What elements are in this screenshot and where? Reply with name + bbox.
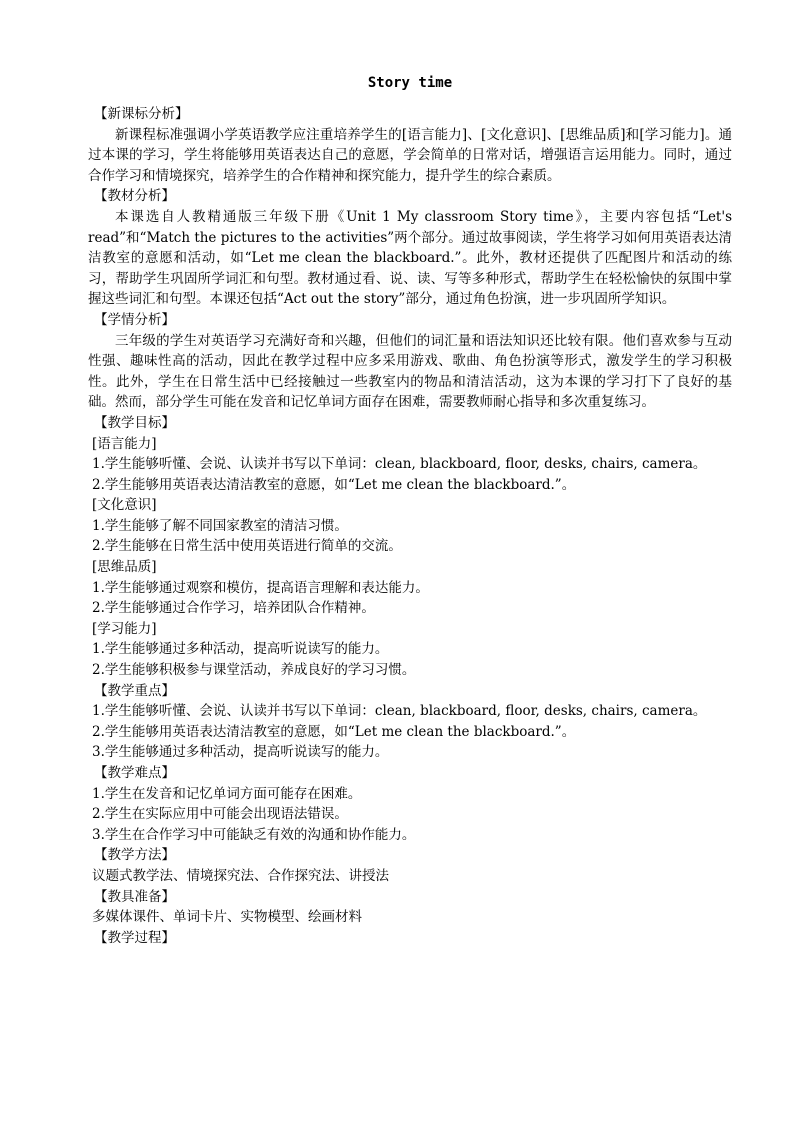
objective-category-culture: [文化意识]: [92, 497, 157, 514]
section-heading-methods: 【教学方法】: [94, 847, 175, 864]
section-body-methods: 议题式教学法、情境探究法、合作探究法、讲授法: [92, 867, 389, 884]
objective-item: 2.学生能够积极参与课堂活动，养成良好的学习习惯。: [92, 662, 416, 679]
section-heading-students: 【学情分析】: [94, 311, 175, 328]
key-point-item: 2.学生能够用英语表达清洁教室的意愿，如“Let me clean the blackboard.”。: [92, 723, 576, 740]
objective-item: 2.学生能够在日常生活中使用英语进行简单的交流。: [92, 538, 402, 555]
objective-item: 1.学生能够了解不同国家教室的清洁习惯。: [92, 517, 348, 534]
key-point-item: 3.学生能够通过多种活动，提高听说读写的能力。: [92, 744, 389, 761]
objective-item: 1.学生能够通过多种活动，提高听说读写的能力。: [92, 641, 389, 658]
objective-item: 1.学生能够听懂、会说、认读并书写以下单词：clean, blackboard, floor, desks, chairs, camera。: [92, 456, 707, 473]
document-title: Story time: [367, 75, 453, 91]
objective-category-language: [语言能力]: [92, 435, 157, 452]
document-page: [88, 72, 732, 948]
section-heading-materials: 【教具准备】: [94, 888, 175, 905]
section-heading-objectives: 【教学目标】: [94, 414, 175, 431]
difficulty-item: 2.学生在实际应用中可能会出现语法错误。: [92, 806, 348, 823]
difficulty-item: 3.学生在合作学习中可能缺乏有效的沟通和协作能力。: [92, 826, 416, 843]
difficulty-item: 1.学生在发音和记忆单词方面可能存在困难。: [92, 785, 362, 802]
section-body-textbook: 本课选自人教精通版三年级下册《Unit 1 My classroom Story time》，主要内容包括“Let's read”和“Match the pictures to the activities”两个部分。通过故事阅读，学生将学习如何用英语表达清洁教室的意愿和活动，如“Let me clean the blackboard.”。此外，教材还提供了匹配图片和活动的练习，帮助学生巩固所学词汇和句型。教材通过看、说、读、写等多种形式，帮助学生在轻松愉快的氛围中掌握这些词汇和句型。本课还包括“Act out the story”部分，通过角色扮演，进一步巩固所学知识。: [88, 208, 732, 308]
section-body-curriculum: 新课程标准强调小学英语教学应注重培养学生的[语言能力]、[文化意识]、[思维品质]和[学习能力]。通过本课的学习，学生将能够用英语表达自己的意愿，学会简单的日常对话，增强语言运用能力。同时，通过合作学习和情境探究，培养学生的合作精神和探究能力，提升学生的综合素质。: [88, 126, 732, 184]
section-heading-key-points: 【教学重点】: [94, 682, 175, 699]
section-heading-textbook: 【教材分析】: [94, 188, 175, 205]
section-heading-process: 【教学过程】: [94, 929, 175, 946]
section-body-materials: 多媒体课件、单词卡片、实物模型、绘画材料: [92, 909, 362, 926]
key-point-item: 1.学生能够听懂、会说、认读并书写以下单词：clean, blackboard, floor, desks, chairs, camera。: [92, 703, 707, 720]
objective-item: 2.学生能够用英语表达清洁教室的意愿，如“Let me clean the blackboard.”。: [92, 476, 576, 493]
section-heading-difficulties: 【教学难点】: [94, 765, 175, 781]
objective-item: 1.学生能够通过观察和模仿，提高语言理解和表达能力。: [92, 579, 429, 596]
section-heading-curriculum: 【新课标分析】: [94, 106, 189, 122]
objective-item: 2.学生能够通过合作学习，培养团队合作精神。: [92, 600, 375, 617]
section-body-students: 三年级的学生对英语学习充满好奇和兴趣，但他们的词汇量和语法知识还比较有限。他们喜欢参与互动性强、趣味性高的活动，因此在教学过程中应多采用游戏、歌曲、角色扮演等形式，激发学生的学习积极性。此外，学生在日常生活中已经接触过一些教室内的物品和清洁活动，这为本课的学习打下了良好的基础。然而，部分学生可能在发音和记忆单词方面存在困难，需要教师耐心指导和多次重复练习。: [88, 332, 732, 411]
objective-category-thinking: [思维品质]: [92, 559, 157, 576]
objective-category-learning: [学习能力]: [92, 620, 157, 637]
